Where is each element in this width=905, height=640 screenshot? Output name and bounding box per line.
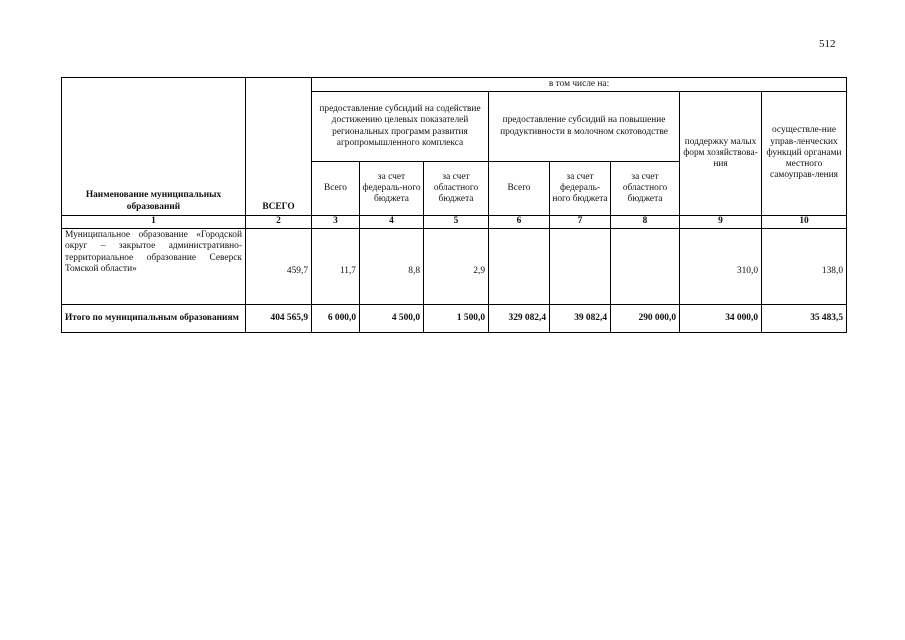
cell-value: 11,7 (312, 229, 360, 305)
cell-value (550, 229, 611, 305)
header-group-regional-programs: предоставление субсидий на содействие достижению целевых показателей региональных программ развития агропромышленного комплекса (312, 92, 489, 162)
cell-value: 2,9 (424, 229, 489, 305)
total-value: 6 000,0 (312, 305, 360, 333)
total-value: 404 565,9 (246, 305, 312, 333)
municipal-subsidies-table (61, 77, 847, 333)
total-value: 4 500,0 (360, 305, 424, 333)
column-number: 9 (680, 216, 762, 229)
column-number: 7 (550, 216, 611, 229)
column-number: 4 (360, 216, 424, 229)
header-total-column: ВСЕГО (246, 78, 312, 216)
cell-value: 310,0 (680, 229, 762, 305)
header-sub-regional: за счет областного бюджета (424, 162, 489, 216)
total-value: 35 483,5 (762, 305, 847, 333)
cell-value (489, 229, 550, 305)
column-number: 3 (312, 216, 360, 229)
header-group-dairy-productivity: предоставление субсидий на повышение продуктивности в молочном скотоводстве (489, 92, 680, 162)
header-name-column: Наименование муниципальных образований (62, 78, 246, 216)
page-number: 512 (819, 38, 836, 50)
header-sub-federal: за счет федераль-ного бюджета (550, 162, 611, 216)
column-number: 8 (611, 216, 680, 229)
total-value: 290 000,0 (611, 305, 680, 333)
row-municipality-name: Муниципальное образование «Городской округ – закрытое административно-территориальное образование Северск Томской области» (62, 229, 246, 305)
cell-value: 138,0 (762, 229, 847, 305)
column-number: 1 (62, 216, 246, 229)
total-value: 39 082,4 (550, 305, 611, 333)
total-row (62, 305, 847, 333)
column-number: 10 (762, 216, 847, 229)
header-small-forms-support: поддержку малых форм хозяйствова-ния (680, 92, 762, 216)
header-sub-total: Всего (489, 162, 550, 216)
cell-value: 8,8 (360, 229, 424, 305)
total-row-label: Итого по муниципальным образованиям (62, 305, 246, 333)
column-number: 2 (246, 216, 312, 229)
header-sub-total: Всего (312, 162, 360, 216)
cell-value: 459,7 (246, 229, 312, 305)
header-including: в том числе на: (312, 78, 847, 92)
header-sub-regional: за счет областного бюджета (611, 162, 680, 216)
header-local-self-government: осуществле-ние управ-ленческих функций органами местного самоуправ-ления (762, 92, 847, 216)
column-number: 5 (424, 216, 489, 229)
column-number: 6 (489, 216, 550, 229)
table-row (62, 229, 847, 305)
header-sub-federal: за счет федераль-ного бюджета (360, 162, 424, 216)
total-value: 34 000,0 (680, 305, 762, 333)
cell-value (611, 229, 680, 305)
total-value: 1 500,0 (424, 305, 489, 333)
total-value: 329 082,4 (489, 305, 550, 333)
